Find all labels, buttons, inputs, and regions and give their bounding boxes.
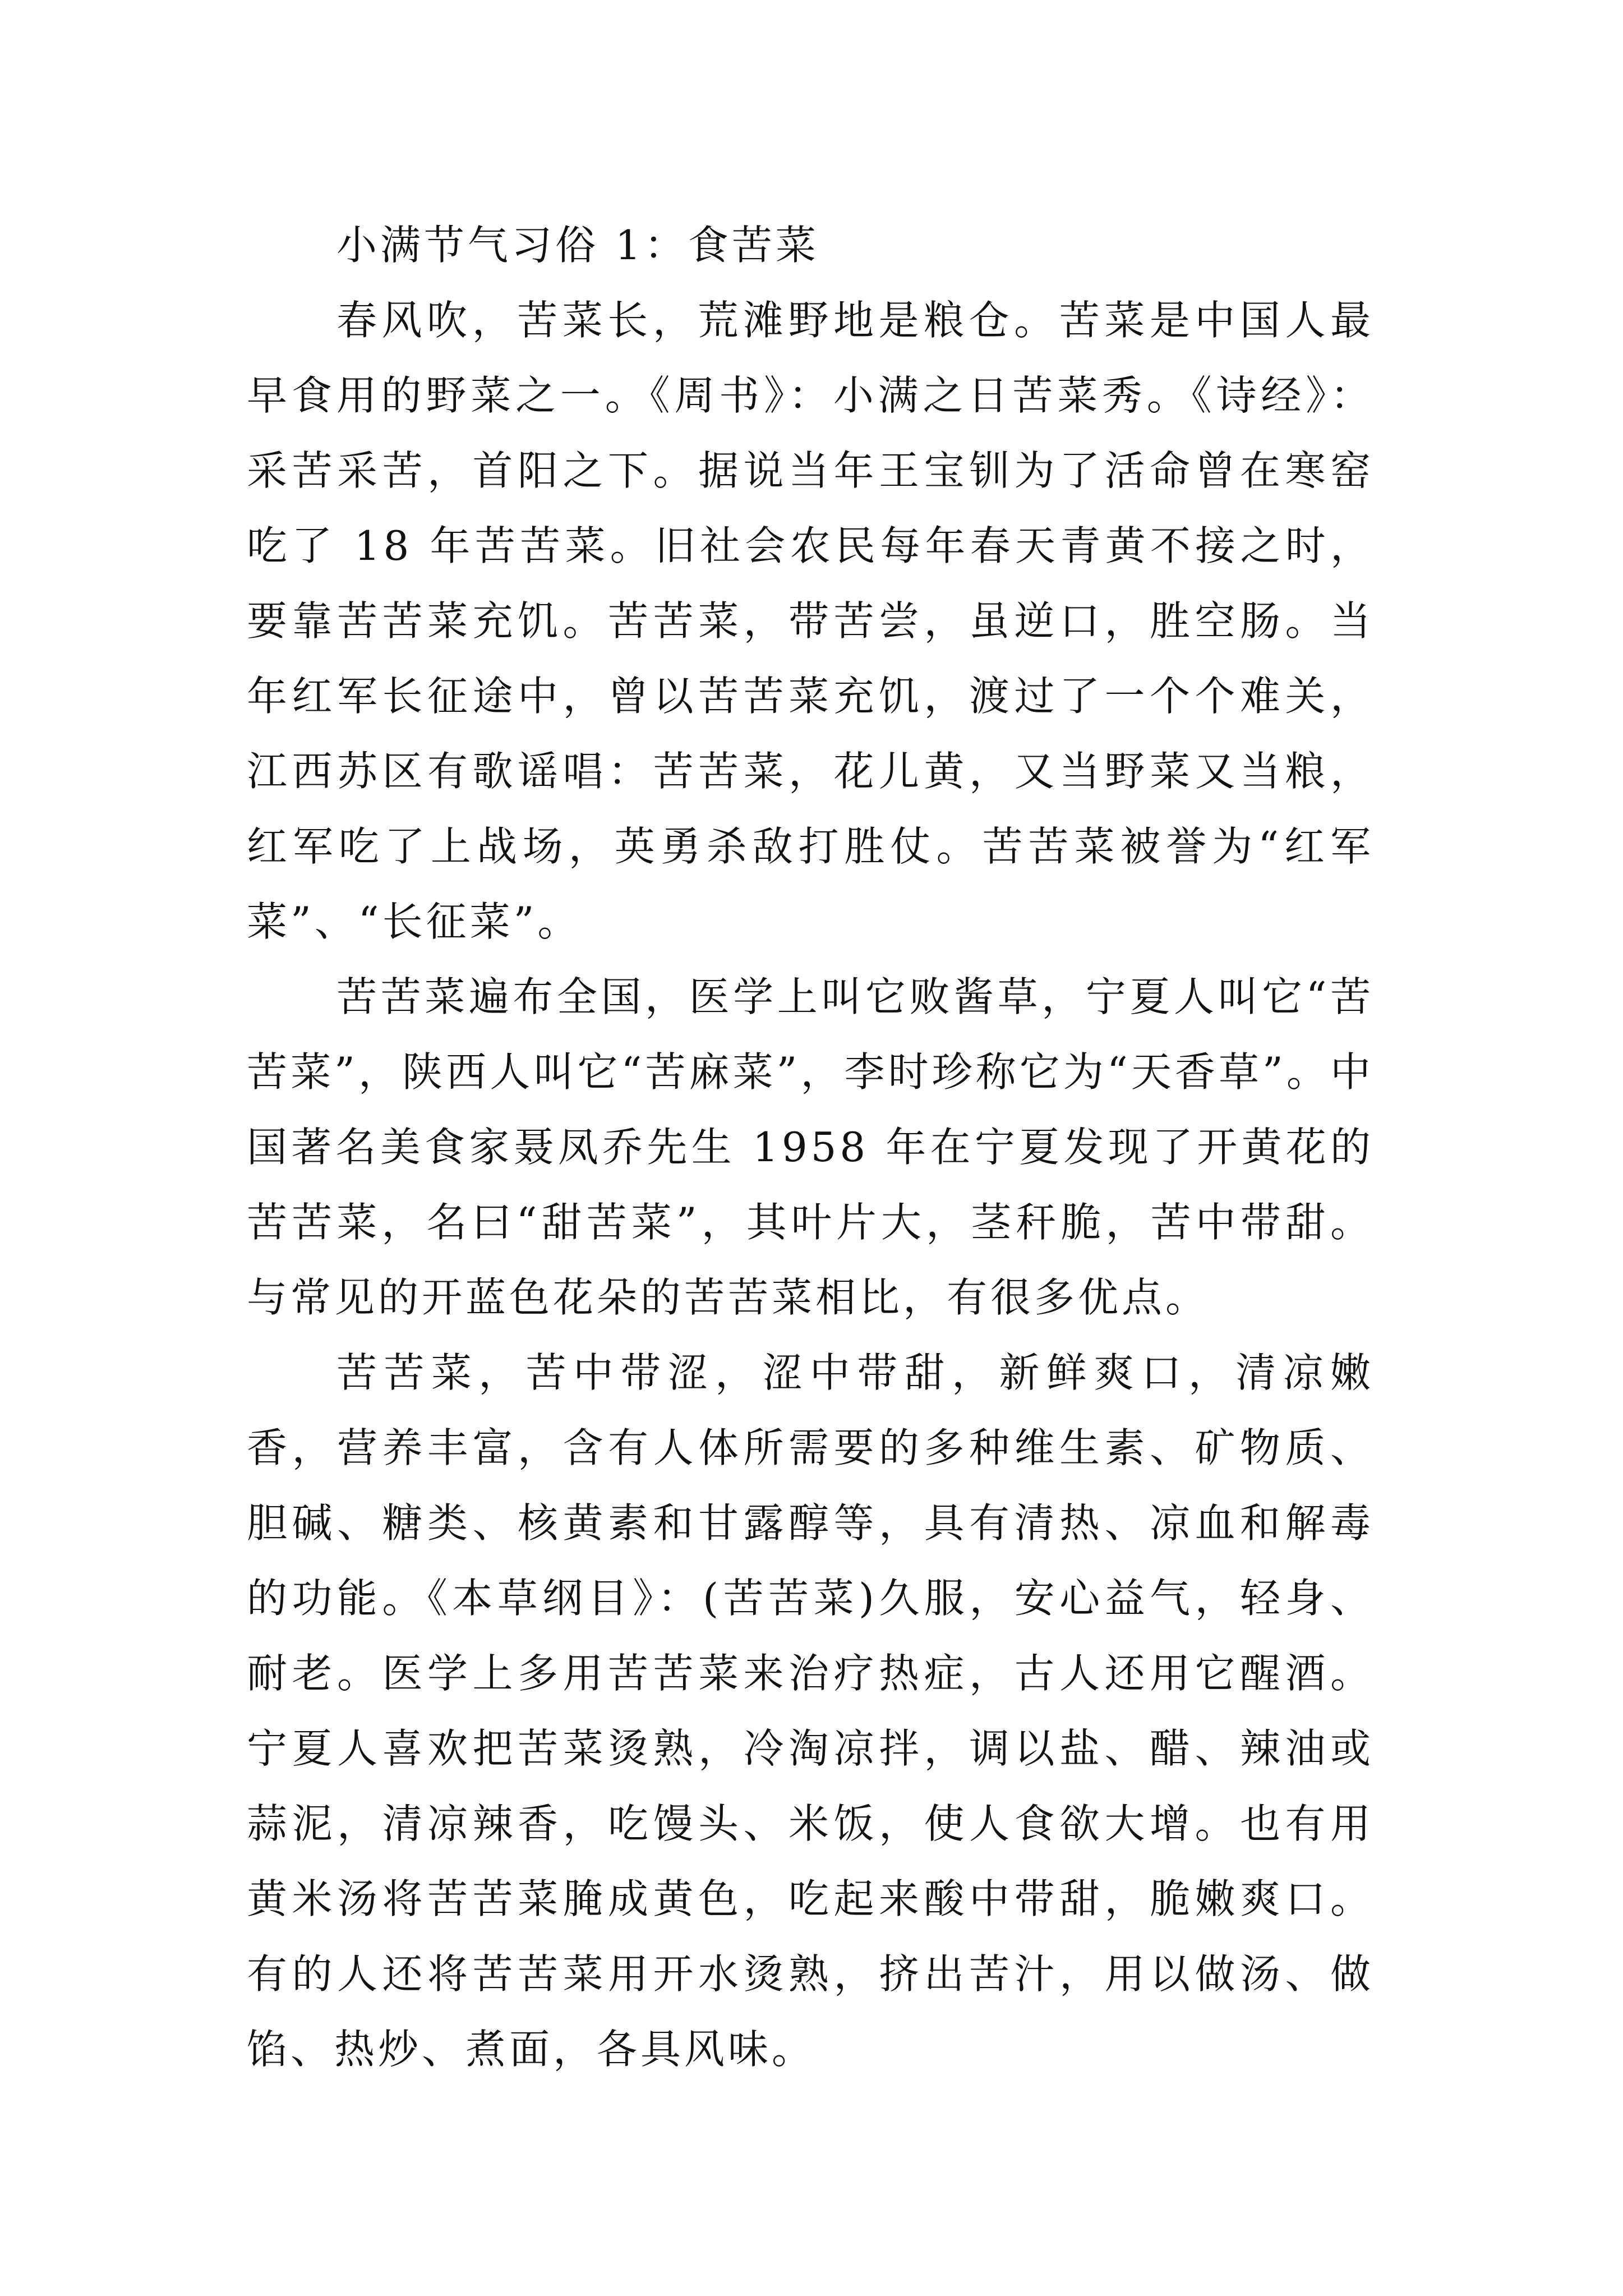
paragraph-1: 春风吹，苦菜长，荒滩野地是粮仓。苦菜是中国人最早食用的野菜之一。《周书》：小满之日苦菜秀。《诗经》：采苦采苦，首阳之下。据说当年王宝钏为了活命曾在寒窑吃了 18 年苦苦菜。旧社会农民每年春天青黄不接之时，要靠苦苦菜充饥。苦苦菜，带苦尝，虽逆口，胜空肠。当年红军长征途中，曾以苦苦菜充饥，渡过了一个个难关，江西苏区有歌谣唱：苦苦菜，花儿黄，又当野菜又当粮，红军吃了上战场，英勇杀敌打胜仗。苦苦菜被誉为“红军菜”、“长征菜”。 xyxy=(247,297,1374,945)
section-title: 小满节气习俗 1：食苦菜 xyxy=(336,222,819,269)
paragraph-3: 苦苦菜，苦中带涩，涩中带甜，新鲜爽口，清凉嫩香，营养丰富，含有人体所需要的多种维生素、矿物质、胆碱、糖类、核黄素和甘露醇等，具有清热、凉血和解毒的功能。《本草纲目》：(苦苦菜)久服，安心益气，轻身、耐老。医学上多用苦苦菜来治疗热症，古人还用它醒酒。宁夏人喜欢把苦菜烫熟，冷淘凉拌，调以盐、醋、辣油或蒜泥，清凉辣香，吃馒头、米饭，使人食欲大增。也有用黄米汤将苦苦菜腌成黄色，吃起来酸中带甜，脆嫩爽口。有的人还将苦苦菜用开水烫熟，挤出苦汁，用以做汤、做馅、热炒、煮面，各具风味。 xyxy=(247,1349,1374,2073)
paragraph-2: 苦苦菜遍布全国，医学上叫它败酱草，宁夏人叫它“苦苦菜”，陕西人叫它“苦麻菜”，李时珍称它为“天香草”。中国著名美食家聂凤乔先生 1958 年在宁夏发现了开黄花的苦苦菜，名曰“甜苦菜”，其叶片大，茎秆脆，苦中带甜。与常见的开蓝色花朵的苦苦菜相比，有很多优点。 xyxy=(247,973,1374,1321)
document-body xyxy=(247,208,1374,2087)
